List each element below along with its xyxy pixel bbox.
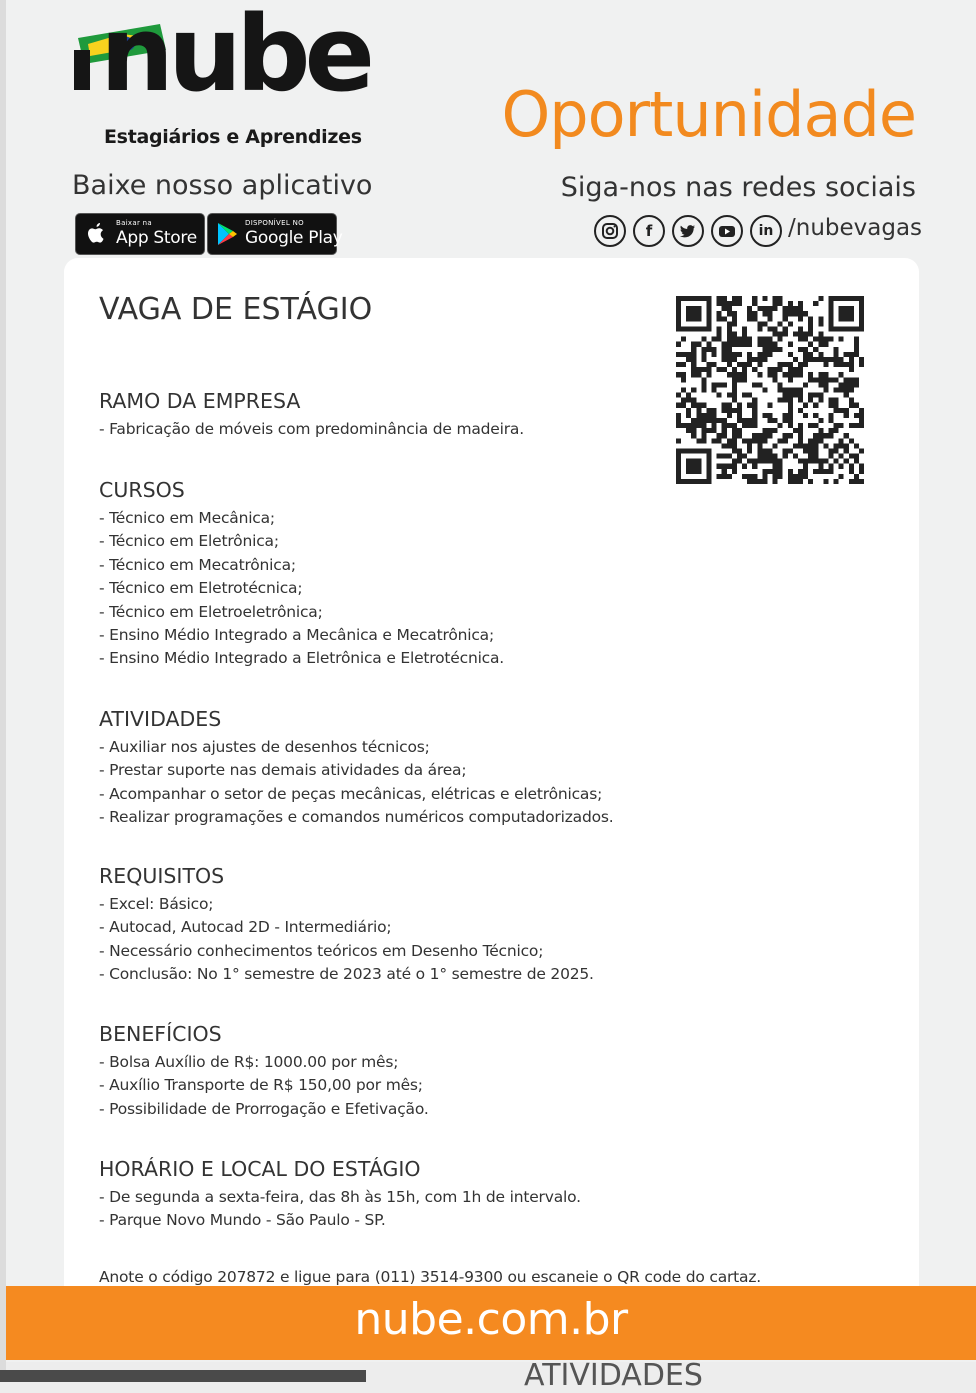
section-line: - Parque Novo Mundo - São Paulo - SP. [99, 1211, 386, 1230]
section-line: - Técnico em Mecatrônica; [99, 555, 296, 574]
section-line: - Técnico em Eletroeletrônica; [99, 602, 323, 621]
job-title: VAGA DE ESTÁGIO [99, 292, 373, 327]
section-atividades [99, 706, 859, 830]
section-line: - De segunda a sexta-feira, das 8h às 15h, com 1h de intervalo. [99, 1188, 581, 1206]
section-line: - Técnico em Eletrônica; [99, 532, 279, 551]
section-line: - Prestar suporte nas demais atividades da área; [99, 761, 467, 780]
section-line: - Bolsa Auxílio de R$: 1000.00 por mês; [99, 1053, 399, 1071]
section-title: ATIVIDADES [99, 707, 222, 731]
headline: Oportunidade [501, 78, 916, 151]
section-line: - Autocad, Autocad 2D - Intermediário; [99, 918, 392, 937]
google-play-small: DISPONÍVEL NO [245, 219, 304, 227]
google-play-button[interactable] [207, 213, 343, 255]
section-line: - Realizar programações e comandos numéricos computadorizados. [99, 808, 614, 827]
apple-icon [85, 222, 107, 246]
social-label: Siga-nos nas redes sociais [560, 172, 916, 203]
section-line: - Excel: Básico; [99, 895, 214, 913]
section-line: - Auxiliar nos ajustes de desenhos técnicos; [99, 738, 430, 756]
google-play-icon [216, 222, 238, 246]
footnote: Anote o código 207872 e ligue para (011) 3514-9300 ou escaneie o QR code do cartaz. [99, 1268, 762, 1286]
app-store-big: App Store [116, 228, 197, 248]
section-beneficios [99, 1021, 859, 1121]
job-card [64, 258, 919, 1308]
section-line: - Auxílio Transporte de R$ 150,00 por mês; [99, 1076, 423, 1095]
flyer-page [6, 0, 976, 1362]
section-horario [99, 1156, 859, 1233]
section-line: - Ensino Médio Integrado a Mecânica e Mecatrônica; [99, 626, 494, 645]
section-cursos [99, 477, 859, 671]
footer-site-link[interactable]: nube.com.br [354, 1294, 628, 1345]
section-line: - Conclusão: No 1° semestre de 2023 até o 1° semestre de 2025. [99, 965, 594, 984]
social-handle: /nubevagas [788, 215, 923, 241]
facebook-icon[interactable]: f [633, 215, 665, 247]
section-line: - Fabricação de móveis com predominância de madeira. [99, 420, 524, 438]
viewer-bottom-bar [0, 1370, 366, 1382]
section-line: - Ensino Médio Integrado a Eletrônica e Eletrotécnica. [99, 649, 505, 668]
footer-bar [6, 1286, 976, 1360]
section-line: - Possibilidade de Prorrogação e Efetivação. [99, 1099, 429, 1118]
section-line: - Necessário conhecimentos teóricos em Desenho Técnico; [99, 941, 544, 960]
app-store-small: Baixar na [116, 219, 152, 227]
section-title: BENEFÍCIOS [99, 1022, 222, 1046]
section-title: REQUISITOS [99, 864, 225, 888]
google-play-big: Google Play [245, 228, 343, 248]
section-line: - Técnico em Eletrotécnica; [99, 579, 303, 598]
section-line: - Acompanhar o setor de peças mecânicas, elétricas e eletrônicas; [99, 784, 603, 803]
linkedin-icon[interactable]: in [750, 215, 782, 247]
logo-subtitle: Estagiários e Aprendizes [104, 126, 362, 148]
section-title: HORÁRIO E LOCAL DO ESTÁGIO [99, 1157, 421, 1181]
section-line: - Técnico em Mecânica; [99, 509, 275, 527]
section-requisitos [99, 863, 859, 987]
section-title: CURSOS [99, 478, 185, 502]
youtube-icon[interactable] [711, 215, 743, 247]
section-ramo [99, 388, 859, 441]
app-store-button[interactable] [75, 213, 205, 255]
app-label: Baixe nosso aplicativo [72, 170, 373, 201]
logo-word: nube [100, 0, 370, 115]
nube-logo [68, 0, 378, 158]
section-title: RAMO DA EMPRESA [99, 389, 301, 413]
instagram-icon[interactable] [594, 215, 626, 247]
twitter-icon[interactable] [672, 215, 704, 247]
next-page-peek: ATIVIDADES [524, 1358, 703, 1393]
